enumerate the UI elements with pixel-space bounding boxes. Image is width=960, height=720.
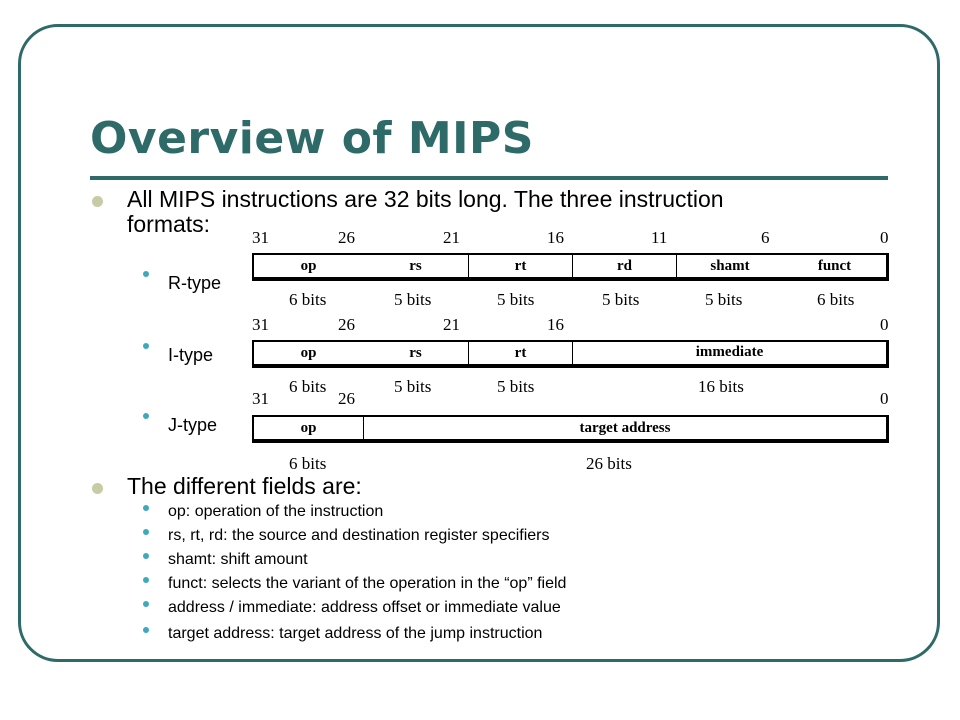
sub-bullet-dot xyxy=(143,505,149,511)
width-label: 6 bits xyxy=(289,454,327,473)
bit-position: 21 xyxy=(443,315,460,334)
field-rd: rd xyxy=(572,255,676,277)
sub-bullet-dot xyxy=(143,601,149,607)
format-j-type: J-type xyxy=(168,415,218,435)
bullet-dot xyxy=(92,196,103,207)
sub-bullet-dot xyxy=(143,577,149,583)
bullet-instructions-line2: formats: xyxy=(127,211,211,237)
width-label: 5 bits xyxy=(602,290,640,309)
field-desc-immediate: address / immediate: address offset or immediate value xyxy=(168,599,561,616)
bit-position: 21 xyxy=(443,228,460,247)
field-rt: rt xyxy=(468,342,572,364)
bit-position: 0 xyxy=(880,228,889,247)
sub-bullet-dot xyxy=(143,271,149,277)
field-funct: funct xyxy=(817,257,852,274)
j-type-field-box xyxy=(252,415,889,443)
field-rs: rs xyxy=(409,344,422,361)
width-label: 5 bits xyxy=(394,290,432,309)
bit-position: 0 xyxy=(880,315,889,334)
width-label: 16 bits xyxy=(698,377,744,396)
bit-position: 16 xyxy=(547,228,564,247)
title-underline xyxy=(90,176,888,180)
field-desc-target: target address: target address of the jump instruction xyxy=(168,625,543,642)
bullet-dot xyxy=(92,483,103,494)
sub-bullet-dot xyxy=(143,553,149,559)
width-label: 5 bits xyxy=(705,290,743,309)
bullet-instructions-line1: All MIPS instructions are 32 bits long. The three instruction xyxy=(127,186,724,212)
i-type-field-box xyxy=(252,340,889,368)
sub-bullet-dot xyxy=(143,343,149,349)
field-op: op xyxy=(300,344,317,361)
bit-position: 0 xyxy=(880,389,889,408)
field-op: op xyxy=(300,257,317,274)
field-rs: rs xyxy=(409,257,422,274)
field-op: op xyxy=(300,419,317,436)
slide-title: Overview of MIPS xyxy=(90,113,534,164)
bit-position: 31 xyxy=(252,389,269,408)
bullet-fields-heading: The different fields are: xyxy=(127,473,362,499)
field-desc-funct: funct: selects the variant of the operation in the “op” field xyxy=(168,575,567,592)
bit-position: 16 xyxy=(547,315,564,334)
bit-position: 26 xyxy=(338,389,355,408)
width-label: 6 bits xyxy=(289,377,327,396)
width-label: 6 bits xyxy=(817,290,855,309)
width-label: 26 bits xyxy=(586,454,632,473)
format-r-type: R-type xyxy=(168,273,222,293)
width-label: 5 bits xyxy=(394,377,432,396)
width-label: 5 bits xyxy=(497,377,535,396)
bit-position: 31 xyxy=(252,228,269,247)
field-shamt: shamt xyxy=(676,255,783,277)
width-label: 6 bits xyxy=(289,290,327,309)
r-type-field-box xyxy=(252,253,889,281)
field-desc-op: op: operation of the instruction xyxy=(168,503,384,520)
sub-bullet-dot xyxy=(143,413,149,419)
bit-position: 6 xyxy=(761,228,770,247)
field-desc-registers: rs, rt, rd: the source and destination register specifiers xyxy=(168,527,550,544)
bit-position: 26 xyxy=(338,228,355,247)
field-immediate: immediate xyxy=(572,342,886,364)
sub-bullet-dot xyxy=(143,627,149,633)
bit-position: 11 xyxy=(651,228,668,247)
bit-position: 26 xyxy=(338,315,355,334)
format-i-type: I-type xyxy=(168,345,214,365)
field-target-address: target address xyxy=(363,417,886,439)
width-label: 5 bits xyxy=(497,290,535,309)
sub-bullet-dot xyxy=(143,529,149,535)
field-rt: rt xyxy=(468,255,572,277)
field-desc-shamt: shamt: shift amount xyxy=(168,551,308,568)
bit-position: 31 xyxy=(252,315,269,334)
